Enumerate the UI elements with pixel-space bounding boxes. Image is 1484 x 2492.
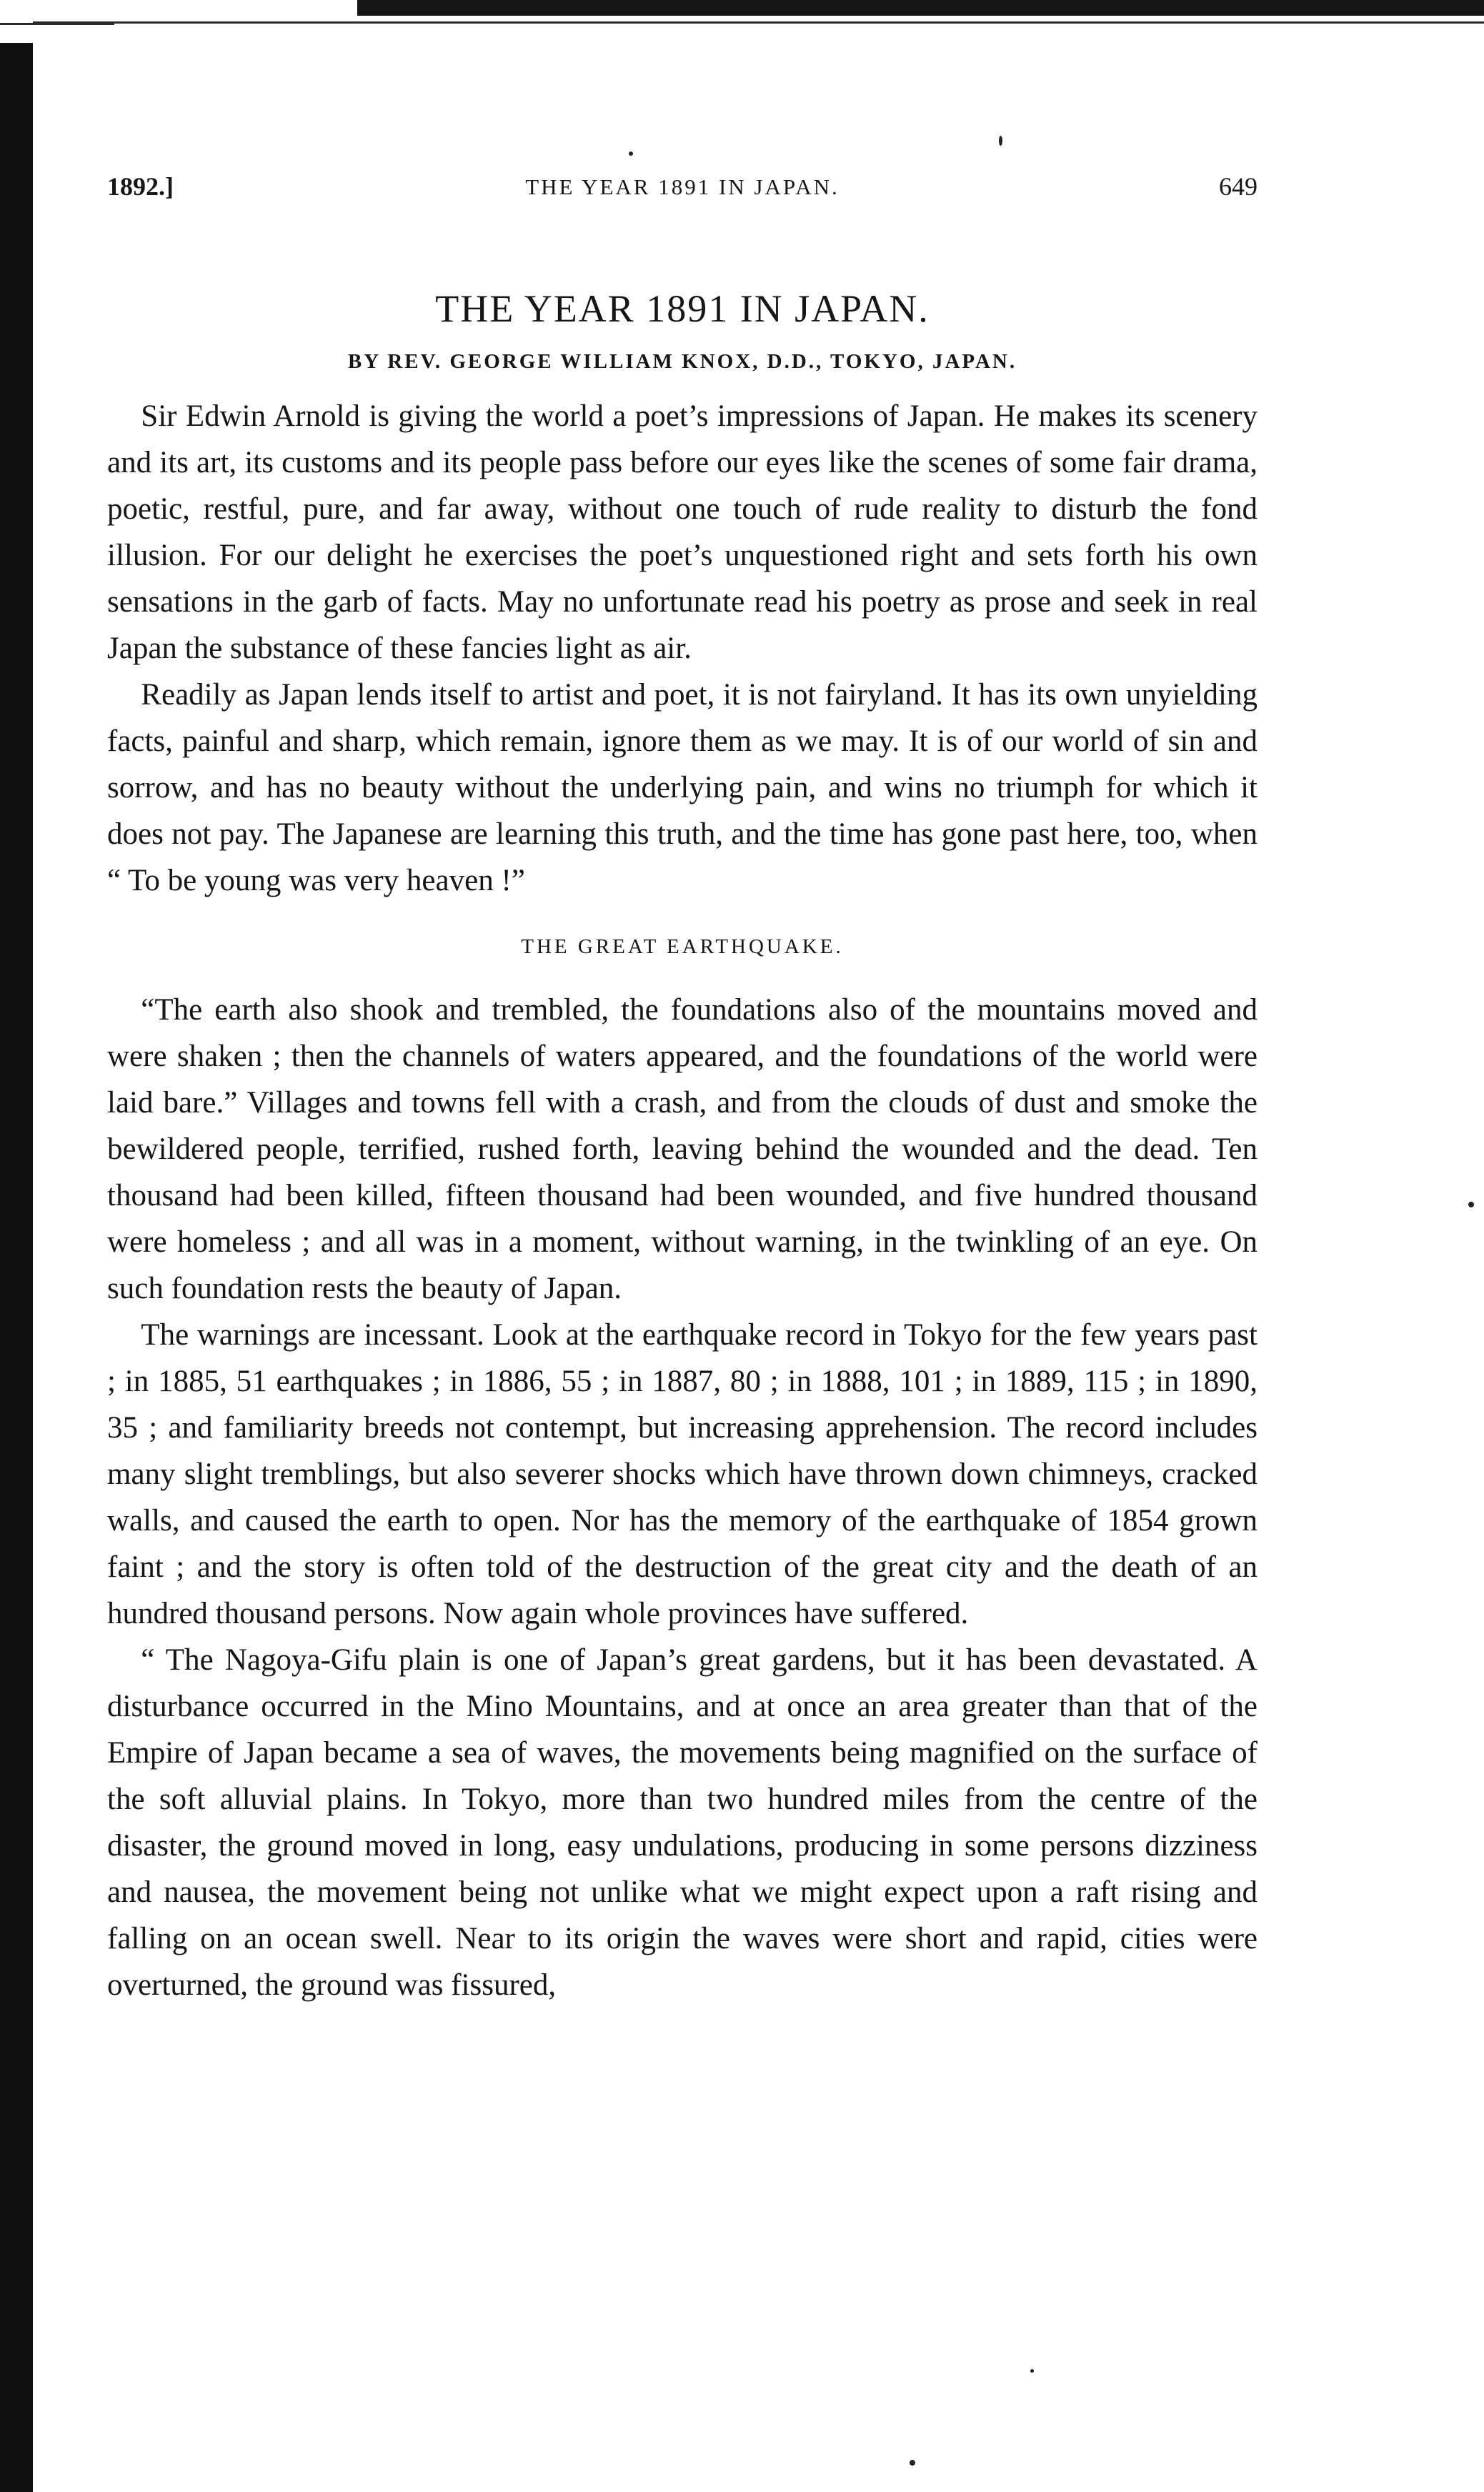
paragraph: “ The Nagoya-Gifu plain is one of Japan’s great gardens, but it has been devastated. A disturbance occurred in the Mino Mountains, and at once an area greater than that of the Empire of Japan became a sea of waves, the movements being magnified on the surface of the soft alluvial plains. In Tokyo, more than two hundred miles from the centre of the disaster, the ground moved in long, easy undulations, producing in some persons dizziness and nausea, the movement being not unlike what we might expect upon a raft rising and falling on an ocean swell. Near to its origin the waves were short and rapid, cities were overturned, the ground was fissured, — [107, 1643, 1258, 2002]
scan-speck — [1030, 2369, 1034, 2373]
scan-speck — [910, 2460, 915, 2466]
running-head-year: 1892.] — [107, 172, 174, 201]
scan-top-edge — [357, 0, 1484, 16]
article-body — [107, 393, 1258, 2008]
scan-speck — [999, 136, 1002, 146]
scan-binding-edge — [0, 43, 33, 2492]
paragraph: The warnings are incessant. Look at the earthquake record in Tokyo for the few years past ; in 1885, 51 earthquakes ; in 1886, 55 ; in 1887, 80 ; in 1888, 101 ; in 1889, 115 ; in 1890, 35 ; and familiarity breeds not contempt, but increasing apprehension. The record includes many slight tremblings, but also severer shocks which have thrown down chimneys, cracked walls, and caused the earth to open. Nor has the memory of the earthquake of 1854 grown faint ; and the story is often told of the destruction of the great city and the death of an hundred thousand persons. Now again whole provinces have suffered. — [107, 1318, 1258, 1630]
scan-speck — [629, 151, 633, 156]
scan-top-rule — [33, 21, 1484, 24]
paragraph: Readily as Japan lends itself to artist and poet, it is not fairyland. It has its own unyielding facts, painful and sharp, which remain, ignore them as we may. It is of our world of sin and sorrow, and has no beauty without the underlying pain, and wins no triumph for which it does not pay. The Japanese are learning this truth, and the time has gone past here, too, when “ To be young was very heaven !” — [107, 678, 1258, 897]
page-number: 649 — [1219, 172, 1258, 201]
section-heading: THE GREAT EARTHQUAKE. — [521, 935, 844, 958]
article-title: THE YEAR 1891 IN JAPAN. — [435, 287, 930, 330]
journal-page — [107, 171, 1258, 2008]
paragraph: “The earth also shook and trembled, the foundations also of the mountains moved and were shaken ; then the channels of waters appeared, and the foundations of the world were laid bare.” Villages and towns fell with a crash, and from the clouds of dust and smoke the bewildered people, terrified, rushed forth, leaving behind the wounded and the dead. Ten thousand had been killed, fifteen thousand had been wounded, and five hundred thousand were homeless ; and all was in a moment, without warning, in the twinkling of an eye. On such foundation rests the beauty of Japan. — [107, 993, 1258, 1305]
running-head-title: THE YEAR 1891 IN JAPAN. — [525, 174, 840, 199]
scan-speck — [1468, 1202, 1474, 1207]
article-byline: BY REV. GEORGE WILLIAM KNOX, D.D., TOKYO, JAPAN. — [347, 350, 1017, 373]
paragraph: Sir Edwin Arnold is giving the world a poet’s impressions of Japan. He makes its scenery and its art, its customs and its people pass before our eyes like the scenes of some fair drama, poetic, restful, pure, and far away, without one touch of rude reality to disturb the fond illusion. For our delight he exercises the poet’s unquestioned right and sets forth his own sensations in the garb of facts. May no unfortunate read his poetry as prose and seek in real Japan the substance of these fancies light as air. — [107, 399, 1258, 665]
scan-top-left-rule — [0, 23, 114, 25]
running-head — [107, 171, 1258, 214]
